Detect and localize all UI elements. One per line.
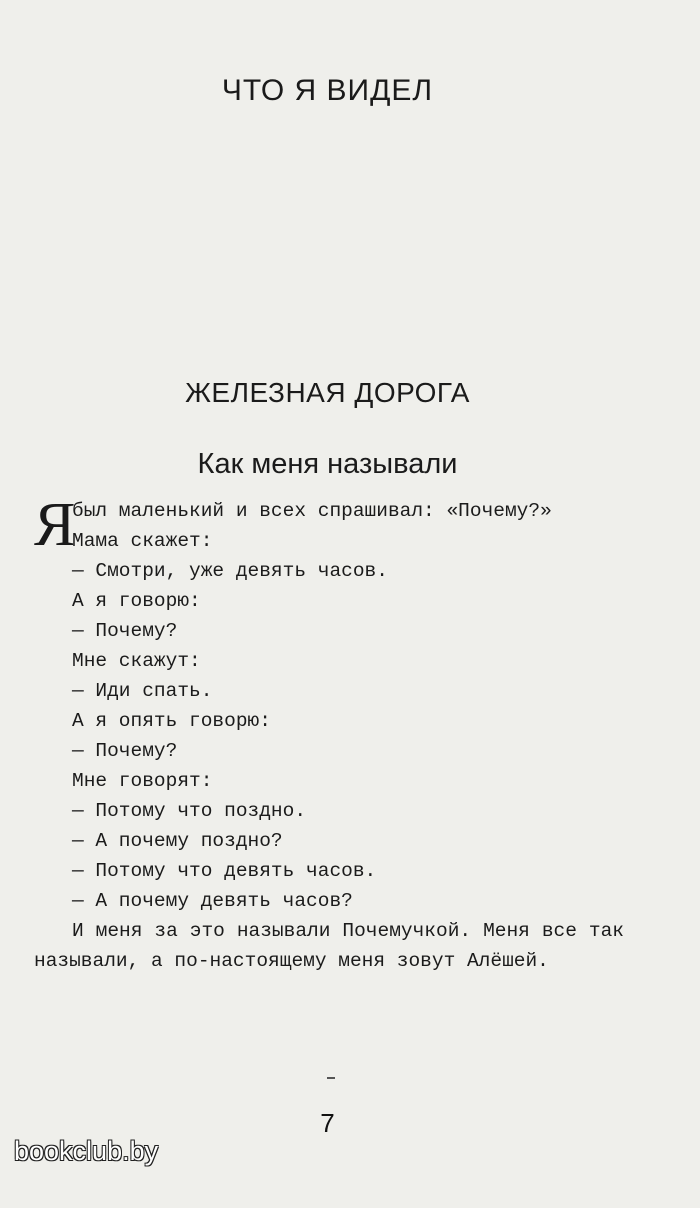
- section-title: ЖЕЛЕЗНАЯ ДОРОГА: [185, 377, 470, 408]
- text-line: А я говорю:: [72, 590, 201, 612]
- text-line: — Почему?: [72, 620, 178, 642]
- text-line: Мне скажут:: [72, 650, 201, 672]
- text-line: А я опять говорю:: [72, 710, 271, 732]
- text-line: — Смотри, уже девять часов.: [72, 560, 388, 582]
- text-line: был маленький и всех спрашивал: «Почему?»: [72, 500, 552, 522]
- book-title: ЧТО Я ВИДЕЛ: [221, 74, 434, 107]
- text-line: — А почему поздно?: [72, 830, 283, 852]
- drop-cap: Я: [34, 491, 76, 559]
- text-line: — Почему?: [72, 740, 178, 762]
- text-line: — Иди спать.: [72, 680, 213, 702]
- text-line: — Потому что девять часов.: [72, 860, 377, 882]
- text-line: — А почему девять часов?: [72, 890, 353, 912]
- text-line: Мама скажет:: [72, 530, 213, 552]
- final-paragraph: И меня за это называли Почемучкой. Меня все так называли, а по-настоящему меня зовут Алёшей.: [34, 920, 624, 972]
- text-line: Мне говорят:: [72, 770, 213, 792]
- ornament-dash: [327, 1077, 335, 1079]
- first-paragraph: [34, 491, 624, 559]
- text-line: — Потому что поздно.: [72, 800, 307, 822]
- chapter-title: Как меня называли: [197, 448, 458, 480]
- body-text: [34, 491, 624, 976]
- page-number: 7: [320, 1108, 335, 1138]
- watermark: bookclub.by: [14, 1136, 159, 1166]
